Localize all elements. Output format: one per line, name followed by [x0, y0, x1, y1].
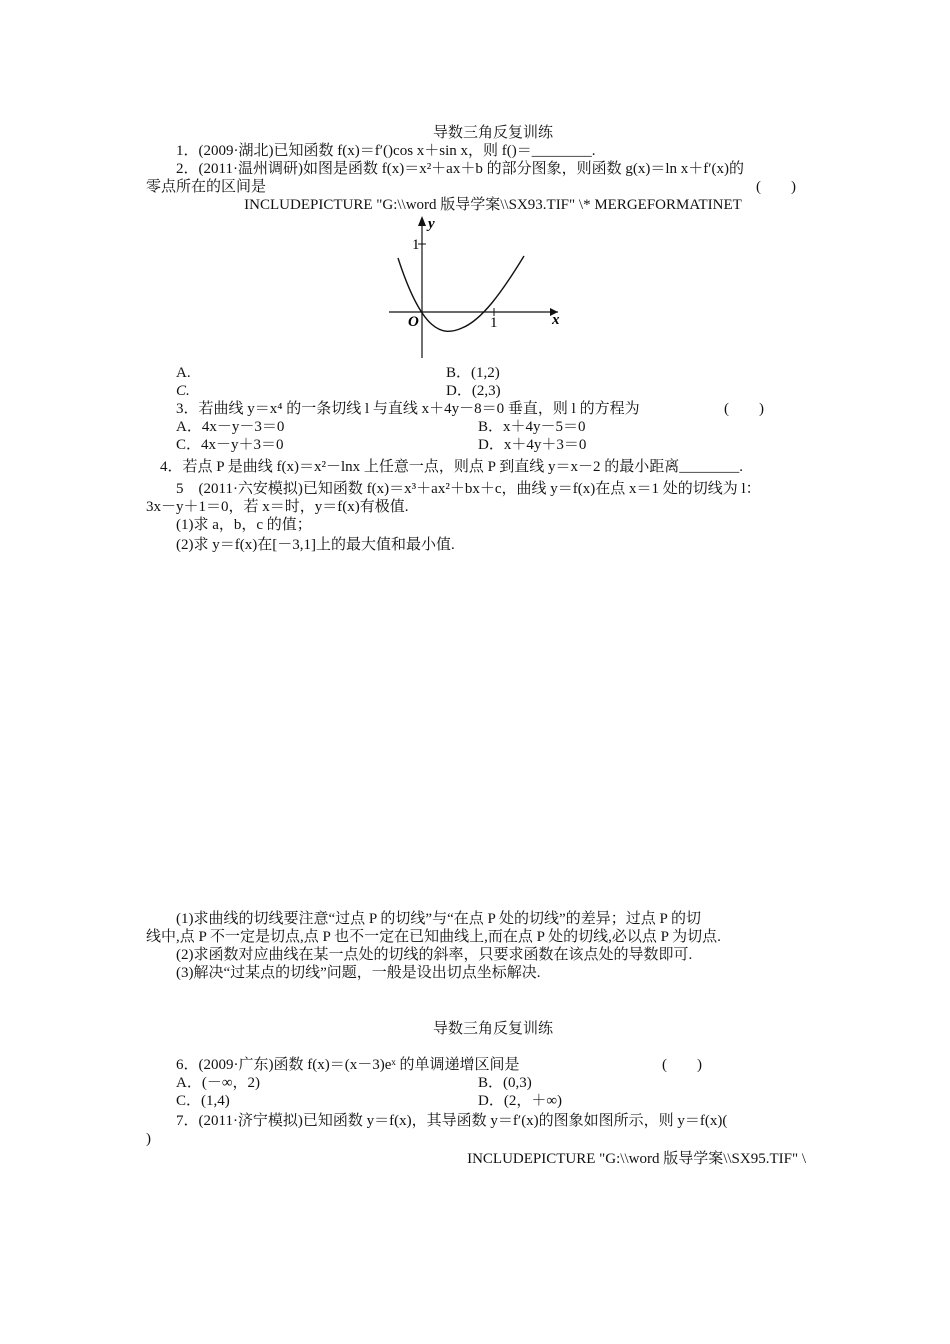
parabola-graph	[382, 212, 572, 364]
note-2: (2)求函数对应曲线在某一点处的切线的斜率，只要求函数在该点处的导数即可.	[176, 947, 693, 963]
y-tick-label: 1	[412, 237, 420, 253]
q2-option-b: B．(1,2)	[446, 365, 500, 381]
question-2-line2: 零点所在的区间是	[146, 179, 267, 195]
q3-option-c: C．4x－y＋3＝0	[176, 437, 284, 453]
question-5-sub1: (1)求 a，b，c 的值；	[176, 517, 312, 533]
includepicture-field-2: INCLUDEPICTURE "G:\\word 版导学案\\SX95.TIF" \	[467, 1151, 806, 1167]
q3-option-a: A．4x－y－3＝0	[176, 419, 285, 435]
q3-option-d: D．x＋4y＋3＝0	[478, 437, 587, 453]
x-tick-label: 1	[490, 315, 498, 331]
question-5-line1: 5 (2011·六安模拟)已知函数 f(x)＝x³＋ax²＋bx＋c，曲线 y＝f(x)在点 x＝1 处的切线为 l：	[176, 481, 761, 497]
question-1: 1．(2009·湖北)已知函数 f(x)＝f′()cos x＋sin x，则 f()＝________.	[176, 143, 596, 159]
q2-option-c: C.	[176, 383, 190, 399]
question-3: 3．若曲线 y＝x⁴ 的一条切线 l 与直线 x＋4y－8＝0 垂直，则 l 的方程为	[176, 401, 640, 417]
x-label: x	[552, 312, 560, 328]
question-7-line1: 7．(2011·济宁模拟)已知函数 y＝f(x)，其导函数 y＝f′(x)的图象如图所示，则 y＝f(x)(	[176, 1113, 728, 1129]
page-2-title: 导数三角反复训练	[432, 1021, 553, 1037]
q6-option-c: C．(1,4)	[176, 1093, 230, 1109]
note-3: (3)解决“过某点的切线”问题，一般是设出切点坐标解决.	[176, 965, 541, 981]
q6-option-d: D．(2，＋∞)	[478, 1093, 563, 1109]
question-6-paren: ( )	[662, 1057, 702, 1073]
question-7-line2: )	[146, 1131, 151, 1147]
q2-option-d: D．(2,3)	[446, 383, 501, 399]
q6-option-a: A．(－∞，2)	[176, 1075, 261, 1091]
page-title: 导数三角反复训练	[432, 125, 553, 141]
q6-option-b: B．(0,3)	[478, 1075, 532, 1091]
question-2-paren: ( )	[756, 179, 796, 195]
question-2-line1: 2．(2011·温州调研)如图是函数 f(x)＝x²＋ax＋b 的部分图象，则函数 g(x)＝ln x＋f′(x)的	[176, 161, 745, 177]
question-5-sub2: (2)求 y＝f(x)在[－3,1]上的最大值和最小值.	[176, 537, 455, 553]
origin-label: O	[408, 314, 419, 330]
note-1-line2: 线中,点 P 不一定是切点,点 P 也不一定在已知曲线上,而在点 P 处的切线,必以点 P 为切点.	[146, 929, 721, 945]
y-axis-arrow	[418, 216, 426, 226]
y-label: y	[428, 216, 435, 232]
q2-option-a: A.	[176, 365, 191, 381]
note-1-line1: (1)求曲线的切线要注意“过点 P 的切线”与“在点 P 处的切线”的差异；过点 P 的切	[176, 911, 701, 927]
question-6: 6．(2009·广东)函数 f(x)＝(x－3)eˣ 的单调递增区间是	[176, 1057, 520, 1073]
q3-option-b: B．x＋4y－5＝0	[478, 419, 586, 435]
question-4: 4．若点 P 是曲线 f(x)＝x²－lnx 上任意一点，则点 P 到直线 y＝x－2 的最小距离________.	[160, 459, 743, 475]
includepicture-field-1: INCLUDEPICTURE "G:\\word 版导学案\\SX93.TIF" \* MERGEFORMATINET	[244, 197, 742, 213]
question-3-paren: ( )	[724, 401, 764, 417]
question-5-line2: 3x－y＋1＝0，若 x＝时，y＝f(x)有极值.	[146, 499, 409, 515]
